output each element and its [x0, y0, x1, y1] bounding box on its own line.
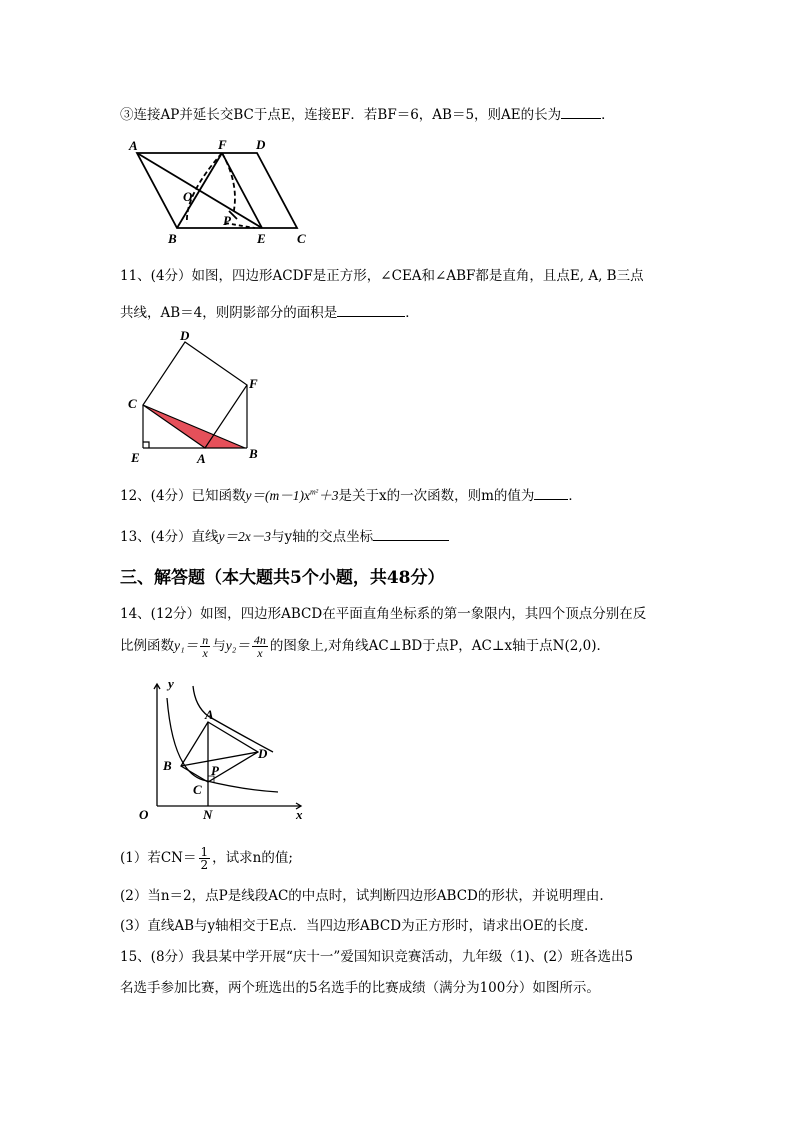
- square-figure: [125, 330, 270, 465]
- fig10-label-b: B: [168, 231, 177, 246]
- q15-line1: 15、(8分）我县某中学开展“庆十一”爱国知识竞赛活动，九年级（1)、(2）班各选出5: [120, 949, 634, 965]
- fig14-label-c: C: [193, 782, 202, 797]
- fig10-label-c: C: [297, 231, 306, 246]
- fraction-4n-over-x: [252, 634, 268, 659]
- fraction-one-half: [199, 846, 211, 871]
- fig10-label-d: D: [256, 137, 266, 152]
- fig14-label-a: A: [205, 707, 214, 722]
- q14-part1: [120, 846, 293, 871]
- q11-line2: [120, 301, 419, 321]
- fraction-denominator: 2: [200, 858, 209, 872]
- part1-stem: (1）若CN＝: [120, 850, 197, 866]
- fig11-label-e: E: [131, 450, 140, 465]
- fig11-label-c: C: [128, 396, 137, 411]
- fraction-n-over-x: [200, 634, 210, 659]
- fig14-label-y: y: [168, 676, 174, 691]
- q12-formula: y＝(m－1)x: [245, 488, 311, 503]
- fraction-numerator: n: [202, 633, 209, 647]
- q11-stem: 共线，AB＝4，则阴影部分的面积是: [120, 305, 338, 321]
- fraction-numerator: 1: [200, 845, 209, 859]
- q15-line2: 名选手参加比赛，两个班选出的5名选手的比赛成绩（满分为100分）如图所示。: [120, 980, 600, 996]
- fig11-label-d: D: [180, 330, 190, 343]
- q14-y2: y₂＝: [225, 638, 250, 653]
- fig11-label-a: A: [197, 451, 206, 465]
- q14-stem: 比例函数: [120, 638, 174, 654]
- answer-blank: [561, 104, 601, 119]
- q14-part3: (3）直线AB与y轴相交于E点．当四边形ABCD为正方形时，请求出OE的长度.: [120, 918, 589, 934]
- answer-blank: [337, 302, 405, 317]
- q12-formula-tail: ＋3: [318, 488, 339, 503]
- fig14-label-x: x: [296, 807, 303, 821]
- q13-stem: 13、(4分）直线: [120, 529, 219, 545]
- fig14-label-p: P: [211, 763, 219, 778]
- q12-stem: 12、(4分）已知函数: [120, 488, 246, 504]
- q10-part3-end: ．: [601, 107, 615, 123]
- section-heading: 三、解答题（本大题共5个小题，共48分）: [120, 568, 445, 588]
- q14-part2: (2）当n＝2，点P是线段AC的中点时，试判断四边形ABCD的形状，并说明理由.: [120, 888, 604, 904]
- q14-and: 与: [212, 638, 226, 654]
- q12-exponent: m²: [310, 487, 319, 497]
- q12-question: 是关于x的一次函数，则m的值为: [338, 488, 535, 504]
- q10-part3-stem: ③连接AP并延长交BC于点E，连接EF．若BF＝6，AB＝5，则AE的长为: [120, 107, 562, 123]
- fig10-label-e: E: [257, 231, 266, 246]
- q11-end: ．: [405, 305, 419, 321]
- answer-blank: [534, 485, 568, 500]
- fig14-label-o: O: [139, 807, 149, 821]
- fig11-label-b: B: [249, 446, 258, 461]
- coordinate-figure: [133, 676, 313, 821]
- fig10-label-a: A: [129, 138, 138, 153]
- fig14-label-d: D: [258, 746, 268, 761]
- fraction-denominator: x: [257, 646, 263, 660]
- fig14-label-b: B: [163, 758, 172, 773]
- q10-part3-text: [120, 103, 615, 123]
- part1-question: ，试求n的值;: [212, 850, 293, 866]
- fig14-label-n: N: [203, 807, 213, 821]
- q11-line1: 11、(4分）如图，四边形ACDF是正方形，∠CEA和∠ABF都是直角，且点E, A, B三点: [120, 268, 644, 284]
- q14-line2: [120, 634, 610, 659]
- fraction-numerator: 4n: [253, 633, 266, 647]
- fig11-label-f: F: [249, 376, 258, 391]
- fraction-denominator: x: [202, 646, 208, 660]
- fig10-label-p: P: [223, 213, 231, 228]
- q13-formula: y＝2x－3: [218, 529, 272, 544]
- q12-text: [120, 484, 582, 504]
- parallelogram-figure: [125, 135, 315, 250]
- q14-line1: 14、(12分）如图，四边形ABCD在平面直角坐标系的第一象限内，其四个顶点分别在反: [120, 606, 647, 622]
- q12-end: ．: [568, 488, 582, 504]
- fig10-label-o: O: [183, 189, 193, 204]
- q14-y1: y₁＝: [174, 638, 199, 653]
- q13-text: [120, 525, 449, 545]
- q14-conditions: 的图象上,对角线AC⊥BD于点P，AC⊥x轴于点N(2,0)．: [269, 638, 610, 654]
- q13-question: 与y轴的交点坐标: [271, 529, 374, 545]
- fig10-label-f: F: [218, 137, 227, 152]
- answer-blank: [373, 526, 449, 541]
